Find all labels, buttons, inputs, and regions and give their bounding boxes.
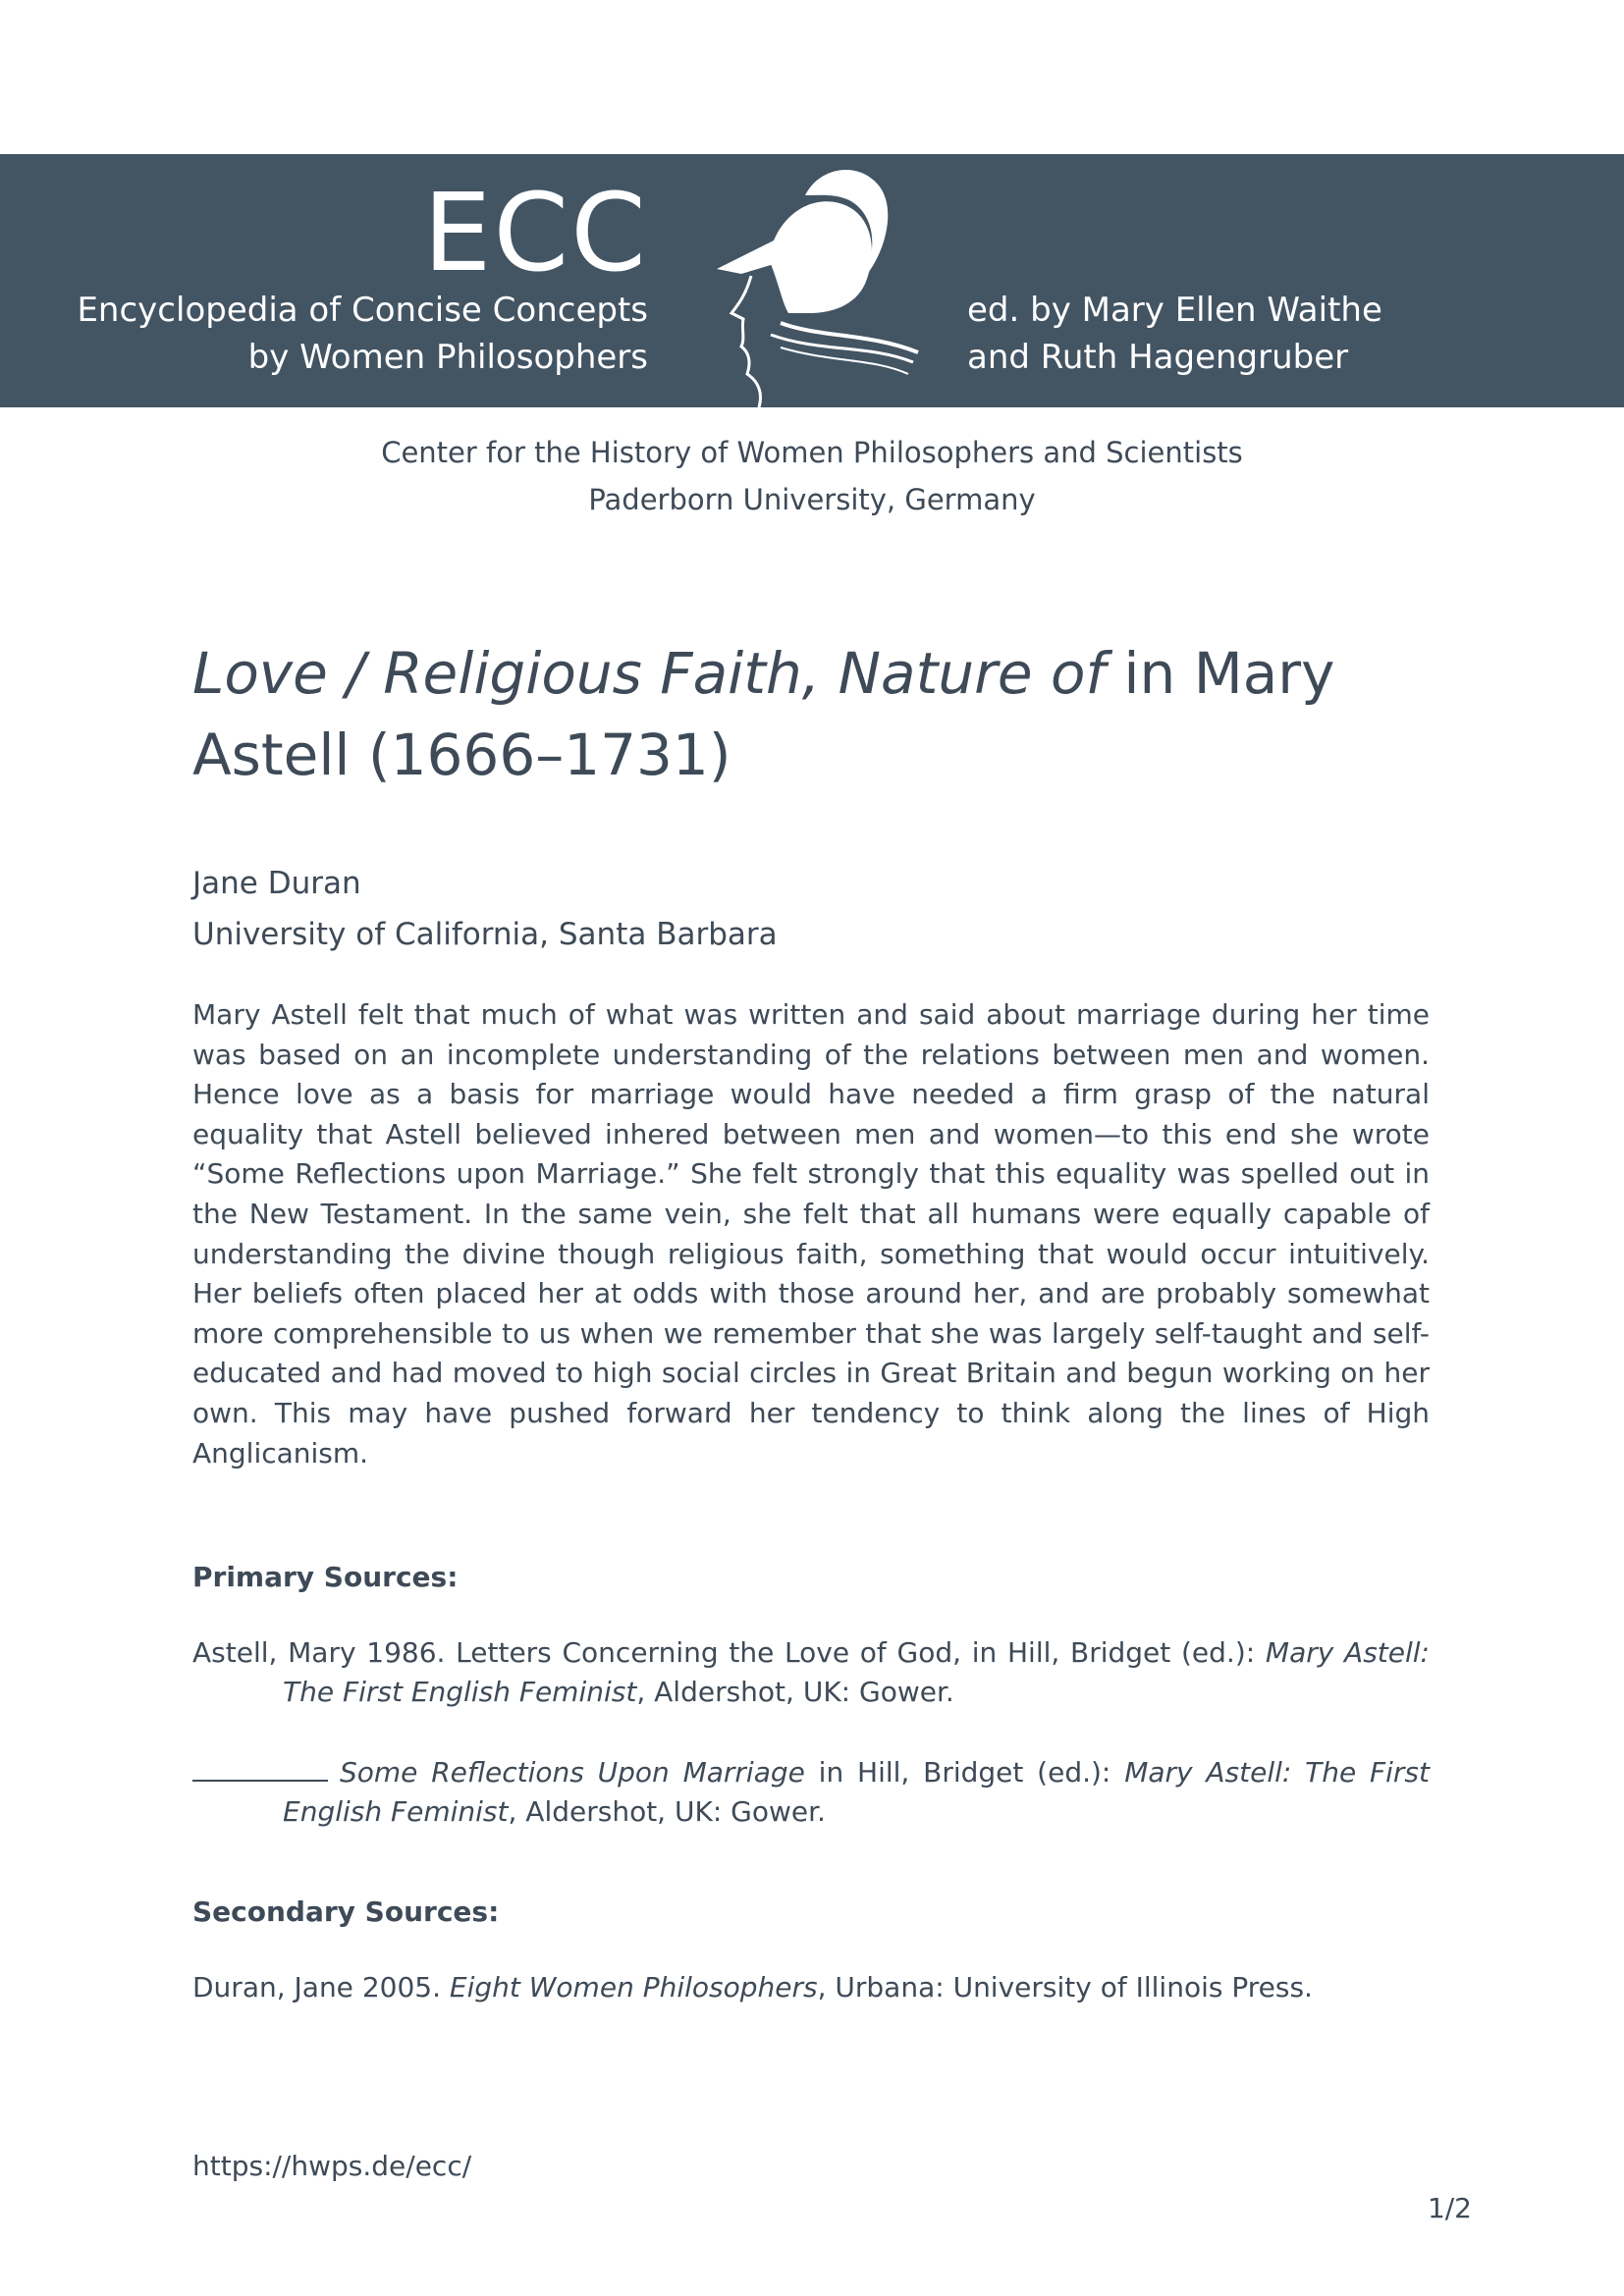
institution-info: [0, 429, 1624, 523]
ref-text: , Aldershot, UK: Gower.: [508, 1795, 826, 1828]
primary-reference-2: [192, 1752, 1430, 1832]
logo-block: [0, 170, 648, 295]
logo-acronym: ECC: [422, 170, 648, 295]
ditto-rule: [192, 1752, 328, 1782]
author-block: [192, 858, 778, 960]
article-body: Mary Astell felt that much of what was written and said about marriage during her time was based on an incomplete understanding of the relations between men and women. Hence love as a basis for marriage would have needed a firm grasp of the natural equality that Astell believed inhered between men and women—to this end she wrote “Some Reflections upon Marriage.” She felt strongly that this equality was spelled out in the New Testament. In the same vein, she felt that all humans were equally capable of understanding the divine though religious faith, something that would occur intuitively. Her beliefs often placed her at odds with those around her, and are probably somewhat more comprehensible to us when we remember that she was largely self-taught and self-educated and had moved to high social circles in Great Britain and begun working on her own. This may have pushed forward her tendency to think along the lines of High Anglicanism.: [192, 998, 1430, 1469]
article-title-rest: in Mary Astell (1666–1731): [192, 640, 1335, 788]
ref-text: Astell, Mary 1986. Letters Concerning the Love of God, in Hill, Bridget (ed.):: [192, 1636, 1266, 1669]
encyclopedia-name-line1: Encyclopedia of Concise Concepts: [77, 291, 648, 330]
article-title-italic: Love / Religious Faith, Nature of: [192, 640, 1106, 707]
primary-reference-1: [192, 1633, 1430, 1712]
ref-text: , Aldershot, UK: Gower.: [636, 1676, 954, 1708]
editors-line1: ed. by Mary Ellen Waithe: [967, 291, 1382, 330]
ref-text: in Hill, Bridget (ed.):: [804, 1756, 1125, 1789]
page-number: 1/2: [1427, 2192, 1472, 2224]
header-banner: [0, 154, 1624, 407]
author-affiliation: University of California, Santa Barbara: [192, 917, 778, 952]
secondary-reference-1: [192, 1968, 1430, 2007]
ref-italic: Mary Astell: The First English Feminist: [283, 1756, 1430, 1828]
secondary-sources-heading: Secondary Sources:: [192, 1896, 500, 1928]
ref-italic: Mary Astell: The First English Feminist: [283, 1636, 1430, 1708]
encyclopedia-name-line2: by Women Philosophers: [247, 338, 648, 377]
article-title: [192, 633, 1430, 796]
ref-italic: Some Reflections Upon Marriage: [340, 1756, 805, 1789]
institution-line1: Center for the History of Women Philosophers and Scientists: [381, 436, 1243, 469]
athena-helmet-icon: [712, 166, 923, 407]
editors: [967, 287, 1382, 381]
ref-italic: Eight Women Philosophers: [449, 1971, 818, 2003]
ref-text: , Urbana: University of Illinois Press.: [817, 1971, 1313, 2003]
institution-line2: Paderborn University, Germany: [588, 483, 1036, 516]
editors-line2: and Ruth Hagengruber: [967, 338, 1349, 377]
author-name: Jane Duran: [192, 866, 361, 901]
footer-url-link[interactable]: https://hwps.de/ecc/: [192, 2150, 472, 2182]
encyclopedia-name: [0, 287, 648, 381]
primary-sources-heading: Primary Sources:: [192, 1561, 459, 1593]
ref-text: Duran, Jane 2005.: [192, 1971, 450, 2003]
